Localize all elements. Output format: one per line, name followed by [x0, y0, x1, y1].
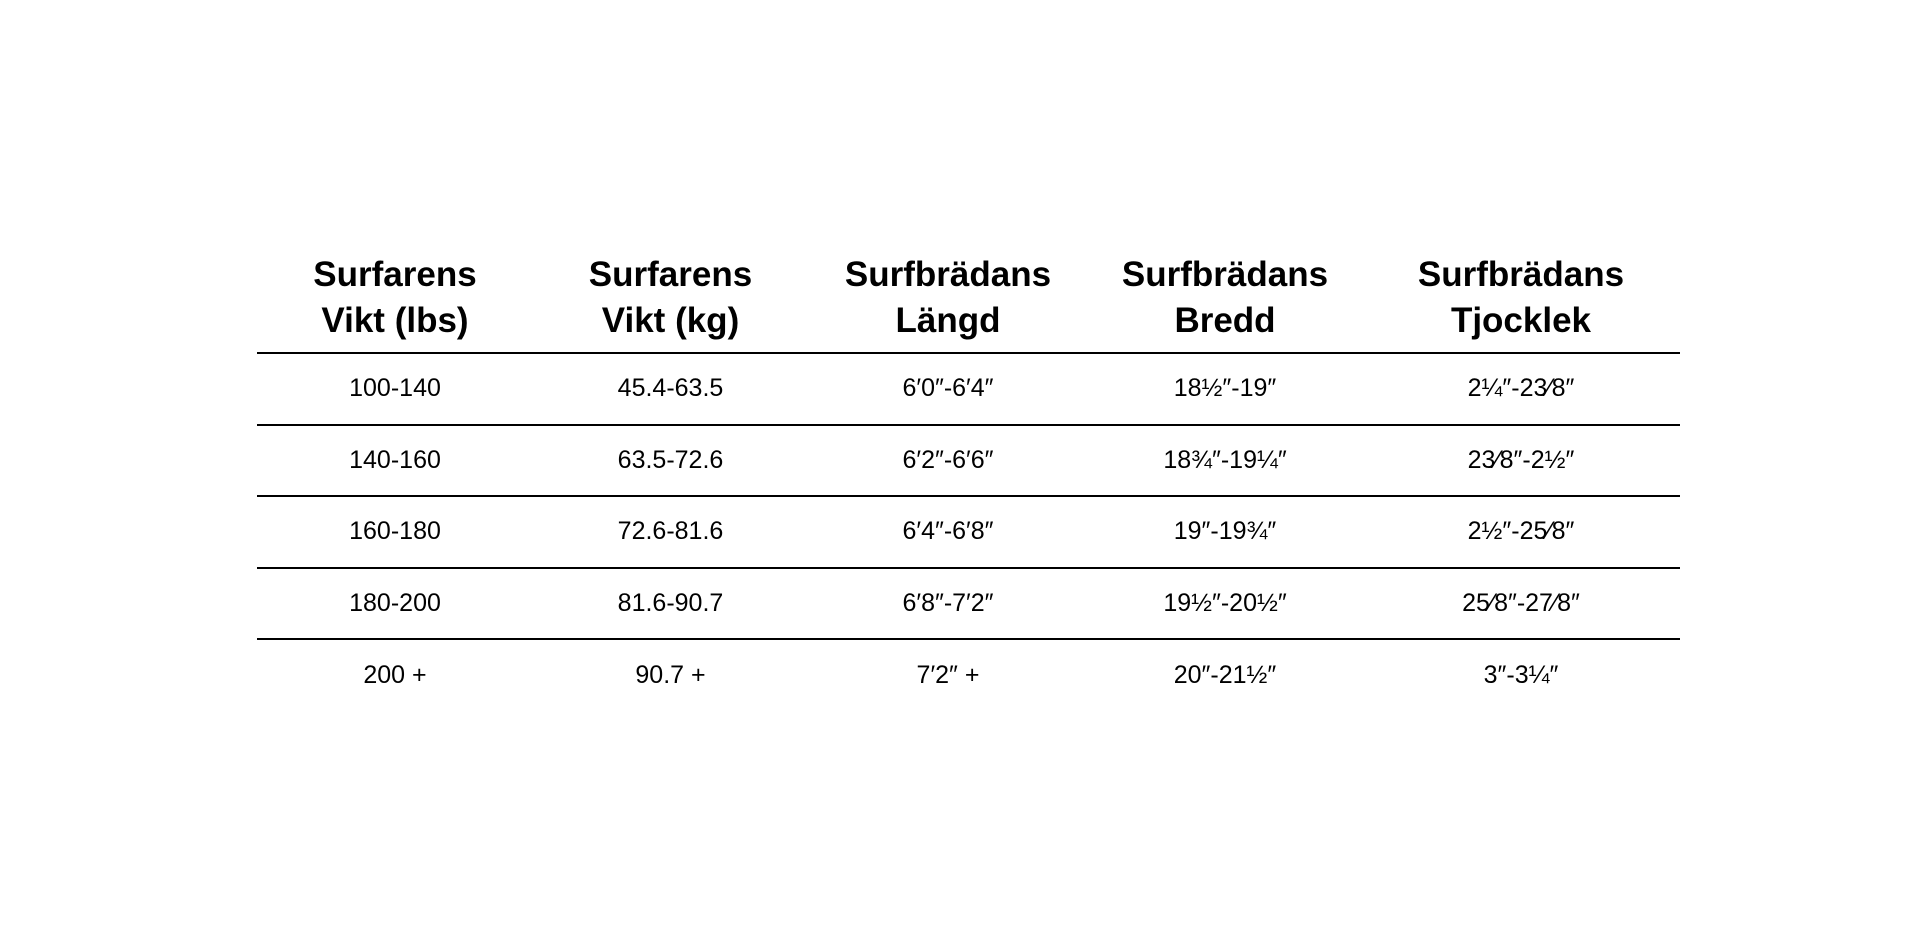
table-cell: 6′4″-6′8″ [902, 517, 994, 546]
surfboard-size-table [257, 243, 1680, 712]
table-cell: 23⁄8″-2½″ [1467, 445, 1575, 474]
header-board-length [808, 243, 1088, 352]
table-cell: 6′0″-6′4″ [902, 374, 994, 403]
table-row [257, 354, 1680, 426]
table-row [257, 569, 1680, 641]
table-row [257, 497, 1680, 569]
table-header-row [257, 243, 1680, 354]
header-line: Längd [895, 300, 1001, 340]
header-line: Vikt (kg) [601, 300, 740, 340]
table-row [257, 426, 1680, 498]
table-cell: 19″-19¾″ [1173, 517, 1277, 546]
table-cell: 160-180 [349, 517, 441, 546]
table-cell: 180-200 [349, 588, 441, 617]
table-row [257, 640, 1680, 712]
header-line: Surfarens [313, 254, 477, 294]
header-board-width [1088, 243, 1362, 352]
table-cell: 6′8″-7′2″ [902, 588, 994, 617]
table-cell: 25⁄8″-27⁄8″ [1462, 588, 1580, 617]
table-cell: 6′2″-6′6″ [902, 445, 994, 474]
header-surfer-weight-kg [533, 243, 808, 352]
table-cell: 63.5-72.6 [617, 445, 724, 474]
table-cell: 19½″-20½″ [1163, 588, 1287, 617]
header-line: Vikt (lbs) [321, 300, 469, 340]
table-cell: 140-160 [349, 445, 441, 474]
table-cell: 2½″-25⁄8″ [1467, 517, 1575, 546]
table-cell: 90.7 + [635, 661, 706, 690]
table-cell: 7′2″ + [916, 661, 980, 690]
header-line: Surfarens [588, 254, 753, 294]
header-line: Tjocklek [1450, 300, 1592, 340]
table-cell: 20″-21½″ [1173, 661, 1277, 690]
table-cell: 18½″-19″ [1173, 374, 1277, 403]
header-line: Bredd [1174, 300, 1276, 340]
table-cell: 45.4-63.5 [617, 374, 724, 403]
table-cell: 18¾″-19¼″ [1163, 445, 1287, 474]
table-cell: 100-140 [349, 374, 441, 403]
header-surfer-weight-lbs [257, 243, 533, 352]
table-cell: 72.6-81.6 [617, 517, 724, 546]
table-cell: 3″-3¼″ [1483, 661, 1559, 690]
header-line: Surfbrädans [1121, 254, 1329, 294]
header-line: Surfbrädans [844, 254, 1052, 294]
table-cell: 200 + [363, 661, 427, 690]
header-line: Surfbrädans [1417, 254, 1625, 294]
table-cell: 81.6-90.7 [617, 588, 724, 617]
header-board-thickness [1362, 243, 1680, 352]
table-cell: 2¼″-23⁄8″ [1467, 374, 1575, 403]
